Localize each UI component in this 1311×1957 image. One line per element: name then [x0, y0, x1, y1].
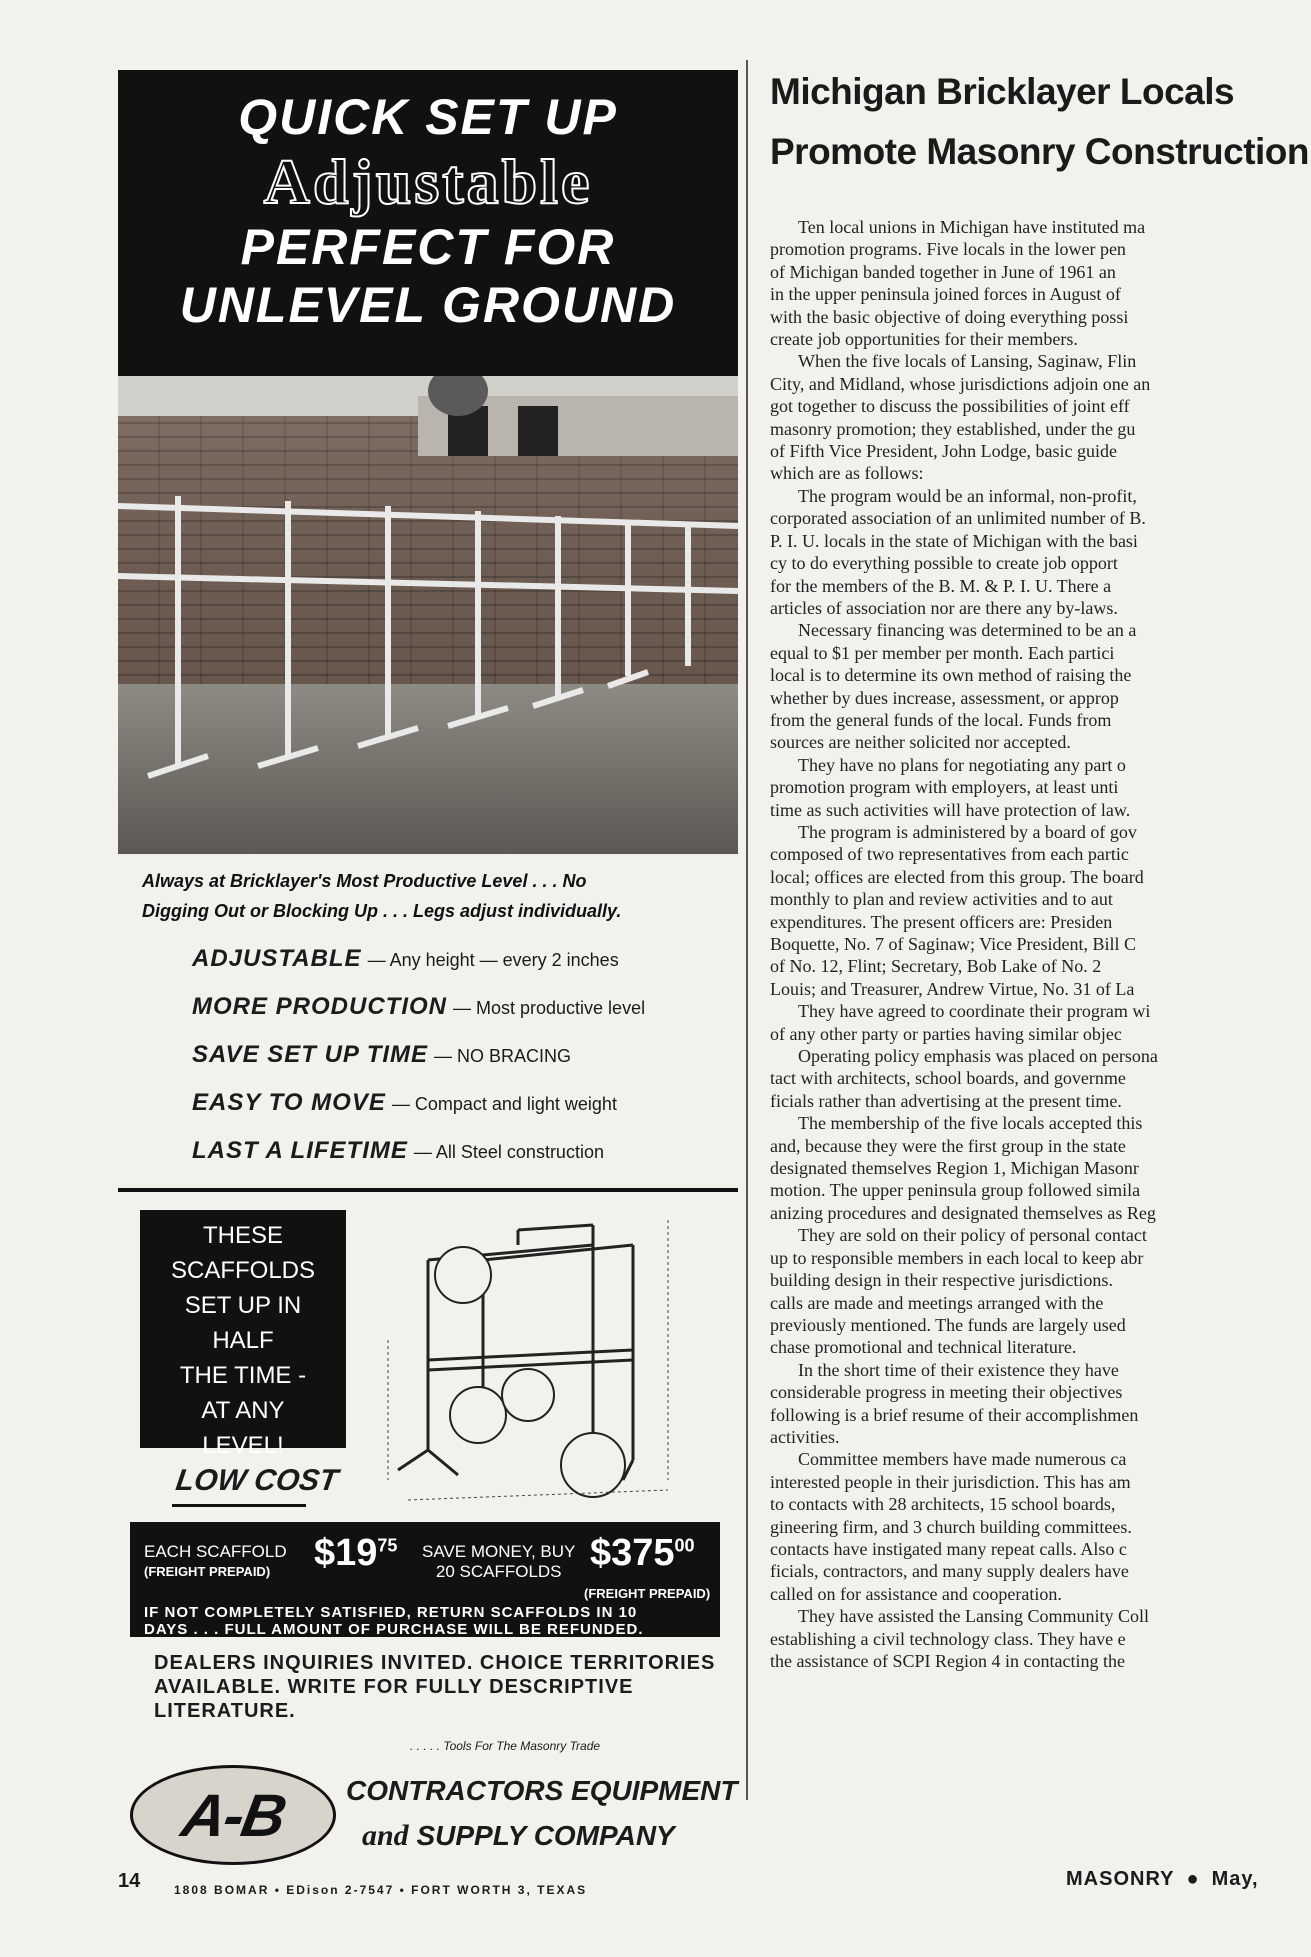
page-number: 14 — [118, 1870, 141, 1892]
half-time-box — [140, 1210, 346, 1459]
price-bulk-text-1: SAVE MONEY, BUY — [422, 1542, 576, 1561]
article-line: The program would be an informal, non-profit, — [798, 485, 1137, 506]
article-line: designated themselves Region 1, Michigan Masonr — [770, 1158, 1139, 1179]
article-headline-1: Michigan Bricklayer Locals — [770, 71, 1235, 112]
article-line: calls are made and meetings arranged with the — [770, 1292, 1104, 1313]
article-line: of Fifth Vice President, John Lodge, basic guide — [770, 441, 1118, 462]
ab-logo-text: A-B — [176, 1781, 290, 1849]
article-line: up to responsible members in each local to keep abr — [770, 1247, 1144, 1268]
article-line: When the five locals of Lansing, Saginaw, Flin — [798, 351, 1137, 372]
company-logo-row — [118, 1761, 738, 1873]
feature-title: ADJUSTABLE — [192, 945, 362, 972]
magazine-name: MASONRY — [1066, 1868, 1175, 1890]
article-line: building design in their respective jurisdictions. — [770, 1270, 1113, 1291]
feature-desc: — Any height — every 2 inches — [367, 950, 619, 970]
article-line: from the general funds of the local. Funds from — [770, 709, 1112, 730]
article-line: In the short time of their existence they have — [798, 1359, 1119, 1380]
article-line: corporated association of an unlimited number of B. — [770, 508, 1146, 529]
price-each-text: EACH SCAFFOLD — [144, 1542, 287, 1561]
company-name-2 — [362, 1819, 675, 1853]
article-line: whether by dues increase, assessment, or approp — [770, 687, 1119, 708]
box-line: AT ANY — [201, 1397, 285, 1424]
box-line: HALF — [212, 1327, 274, 1354]
article-line: masonry promotion; they established, under the gu — [770, 418, 1136, 439]
guarantee-line-1: IF NOT COMPLETELY SATISFIED, RETURN SCAFFOLDS IN 10 — [144, 1604, 638, 1621]
price-bulk-cents: 00 — [674, 1535, 695, 1556]
article-line: called on for assistance and cooperation. — [770, 1583, 1062, 1604]
price-bulk-dollars: $375 — [590, 1532, 675, 1574]
tagline: . . . . . Tools For The Masonry Trade — [410, 1739, 601, 1753]
low-cost-underline — [172, 1504, 306, 1507]
article-paragraph — [770, 1448, 1311, 1605]
scaffold-frames — [118, 376, 738, 854]
ad-caption — [118, 854, 738, 926]
column-divider — [746, 60, 748, 1800]
scaffold-diagram — [368, 1200, 728, 1510]
ad-headline-3: UNLEVEL GROUND — [179, 277, 677, 333]
article-line: promotion program with employers, at least unti — [770, 777, 1119, 798]
box-line: THE TIME - — [179, 1362, 307, 1389]
article-line: got together to discuss the possibilities of joint eff — [770, 396, 1130, 417]
price-each-value — [314, 1532, 397, 1575]
article-paragraph — [770, 619, 1311, 753]
ad-headline-adjustable: Adjustable — [263, 146, 593, 217]
article-line: They are sold on their policy of personal contact — [798, 1225, 1147, 1246]
magazine-footer — [1066, 1868, 1259, 1891]
price-bulk-note: (FREIGHT PREPAID) — [584, 1586, 711, 1601]
article-line: ficials, contractors, and many supply dealers have — [770, 1561, 1129, 1582]
article-line: chase promotional and technical literature. — [770, 1337, 1077, 1358]
dealers-line-1: DEALERS INQUIRIES INVITED. CHOICE TERRITORIES — [154, 1652, 716, 1674]
box-line: SET UP IN — [184, 1292, 302, 1319]
article-line: the assistance of SCPI Region 4 in contacting the — [770, 1651, 1125, 1671]
footer-bullet: ● — [1186, 1868, 1200, 1890]
ad-caption-line-2: Digging Out or Blocking Up . . . Legs adjust individually. — [142, 901, 622, 921]
feature-desc: — Compact and light weight — [391, 1094, 617, 1114]
box-line: SCAFFOLDS — [170, 1257, 316, 1284]
price-bulk-text-2: 20 SCAFFOLDS — [435, 1562, 562, 1581]
article-paragraph — [770, 1359, 1311, 1449]
feature-desc: — Most productive level — [453, 998, 646, 1018]
feature-item — [192, 984, 738, 1032]
article-paragraph — [770, 350, 1311, 484]
article-paragraph — [770, 754, 1311, 821]
article-paragraph — [770, 821, 1311, 1000]
article-paragraph — [770, 1045, 1311, 1112]
price-each-note: (FREIGHT PREPAID) — [144, 1564, 271, 1579]
article-line: Committee members have made numerous ca — [798, 1449, 1127, 1470]
article-line: create job opportunities for their members. — [770, 329, 1078, 350]
price-bar — [130, 1522, 720, 1637]
feature-item — [192, 936, 738, 984]
article-line: expenditures. The present officers are: Presiden — [770, 911, 1113, 932]
guarantee-text — [144, 1604, 644, 1638]
price-bulk-label — [422, 1542, 575, 1582]
price-each-label — [144, 1542, 287, 1582]
article-line: Louis; and Treasurer, Andrew Virtue, No. 31 of La — [770, 978, 1135, 999]
price-each-cents: 75 — [377, 1535, 398, 1556]
article-line: equal to $1 per member per month. Each partici — [770, 642, 1115, 663]
article-line: of Michigan banded together in June of 1961 an — [770, 261, 1116, 282]
article-line: in the upper peninsula joined forces in August of — [770, 284, 1121, 305]
article-line: The membership of the five locals accepted this — [798, 1113, 1143, 1134]
article-line: Operating policy emphasis was placed on persona — [798, 1046, 1158, 1067]
article-line: The program is administered by a board of gov — [798, 821, 1137, 842]
article-line: previously mentioned. The funds are largely used — [770, 1314, 1126, 1335]
ab-logo — [130, 1765, 336, 1865]
article-line: of No. 12, Flint; Secretary, Bob Lake of No. 2 — [770, 956, 1102, 977]
article-line: following is a brief resume of their accomplishmen — [770, 1404, 1139, 1425]
article-line: which are as follows: — [770, 463, 924, 484]
feature-title: MORE PRODUCTION — [192, 993, 447, 1020]
article-paragraph — [770, 485, 1311, 619]
article-line: motion. The upper peninsula group followed simila — [770, 1180, 1141, 1201]
article-headline-2: Promote Masonry Construction — [770, 131, 1309, 172]
guarantee-line-2: DAYS . . . FULL AMOUNT OF PURCHASE WILL BE REFUNDED. — [144, 1621, 644, 1638]
feature-title: LAST A LIFETIME — [192, 1137, 408, 1164]
company-name-1: CONTRACTORS EQUIPMENT — [346, 1775, 738, 1806]
feature-item — [192, 1080, 738, 1128]
article-line: Ten local unions in Michigan have instituted ma — [798, 217, 1146, 237]
dealers-line-2: AVAILABLE. WRITE FOR FULLY DESCRIPTIVE LITERATURE. — [154, 1676, 634, 1722]
article-line: They have agreed to coordinate their program wi — [798, 1001, 1151, 1022]
ad-banner — [118, 70, 738, 376]
article-line: of any other party or parties having similar objec — [770, 1023, 1122, 1044]
article-line: establishing a civil technology class. They have e — [770, 1628, 1126, 1649]
feature-item — [192, 1032, 738, 1080]
ad-middle-section — [118, 1192, 738, 1522]
article-paragraph — [770, 1000, 1311, 1045]
article-line: sources are neither solicited nor accepted. — [770, 732, 1071, 753]
article-paragraph — [770, 1224, 1311, 1358]
price-each-dollars: $19 — [314, 1532, 378, 1574]
article-line: for the members of the B. M. & P. I. U. There a — [770, 575, 1112, 596]
article-line: tact with architects, school boards, and governme — [770, 1068, 1126, 1089]
article-line: They have no plans for negotiating any part o — [798, 754, 1126, 775]
ad-headline-2: PERFECT FOR — [240, 219, 616, 275]
article-line: Boquette, No. 7 of Saginaw; Vice President, Bill C — [770, 934, 1137, 954]
article-line: promotion programs. Five locals in the lower pen — [770, 239, 1126, 260]
article-body — [770, 216, 1311, 1672]
article-line: City, and Midland, whose jurisdictions adjoin one an — [770, 373, 1151, 394]
company-and: and — [362, 1819, 409, 1852]
low-cost-label: LOW COST — [173, 1464, 341, 1497]
article-line: time as such activities will have protection of law. — [770, 799, 1131, 820]
article-line: P. I. U. locals in the state of Michigan with the basi — [770, 530, 1138, 551]
ad-caption-line-1: Always at Bricklayer's Most Productive Level . . . No — [142, 871, 587, 891]
article-line: ficials rather than advertising at the present time. — [770, 1090, 1122, 1111]
article-line: anizing procedures and designated themselves as Reg — [770, 1202, 1156, 1223]
article-paragraph — [770, 216, 1311, 350]
article-line: with the basic objective of doing everything possi — [770, 306, 1129, 327]
article-line: gineering firm, and 3 church building committees. — [770, 1516, 1132, 1537]
article-line: composed of two representatives from each partic — [770, 844, 1129, 865]
feature-desc: — All Steel construction — [413, 1142, 604, 1162]
scaffold-photo — [118, 376, 738, 854]
article-paragraph — [770, 1605, 1311, 1672]
issue-month: May, — [1211, 1868, 1259, 1890]
box-line: LEVEL! — [202, 1432, 284, 1459]
dealers-notice — [118, 1637, 738, 1723]
article-line: They have assisted the Lansing Community Coll — [798, 1606, 1149, 1627]
article-line: local; offices are elected from this group. The board — [770, 866, 1144, 887]
feature-desc: — NO BRACING — [434, 1046, 572, 1066]
article-paragraph — [770, 1112, 1311, 1224]
feature-list — [118, 926, 738, 1176]
feature-item — [192, 1128, 738, 1176]
article-line: monthly to plan and review activities and to aut — [770, 889, 1113, 910]
article-line: cy to do everything possible to create job opport — [770, 553, 1118, 574]
article-line: considerable progress in meeting their objectives — [770, 1382, 1123, 1403]
feature-title: SAVE SET UP TIME — [192, 1041, 429, 1068]
ad-headline-1: QUICK SET UP — [238, 89, 618, 145]
article — [770, 62, 1311, 1672]
article-line: contacts have instigated many repeat calls. Also c — [770, 1538, 1127, 1559]
feature-title: EASY TO MOVE — [192, 1089, 386, 1116]
article-line: Necessary financing was determined to be an a — [798, 620, 1137, 641]
price-bulk-value — [590, 1532, 695, 1575]
article-line: and, because they were the first group in the state — [770, 1135, 1126, 1156]
box-line: THESE — [202, 1222, 283, 1249]
article-line: to contacts with 28 architects, 15 school boards, — [770, 1494, 1116, 1515]
article-line: articles of association nor are there any by-laws. — [770, 597, 1118, 618]
advertisement — [118, 70, 738, 1897]
company-address: 1808 BOMAR • EDison 2-7547 • FORT WORTH 3, TEXAS — [174, 1883, 588, 1897]
article-line: activities. — [770, 1426, 840, 1447]
article-line: local is to determine its own method of raising the — [770, 665, 1132, 686]
company-name-2-text: SUPPLY COMPANY — [416, 1820, 675, 1851]
article-line: interested people in their jurisdiction. This has am — [770, 1471, 1131, 1492]
